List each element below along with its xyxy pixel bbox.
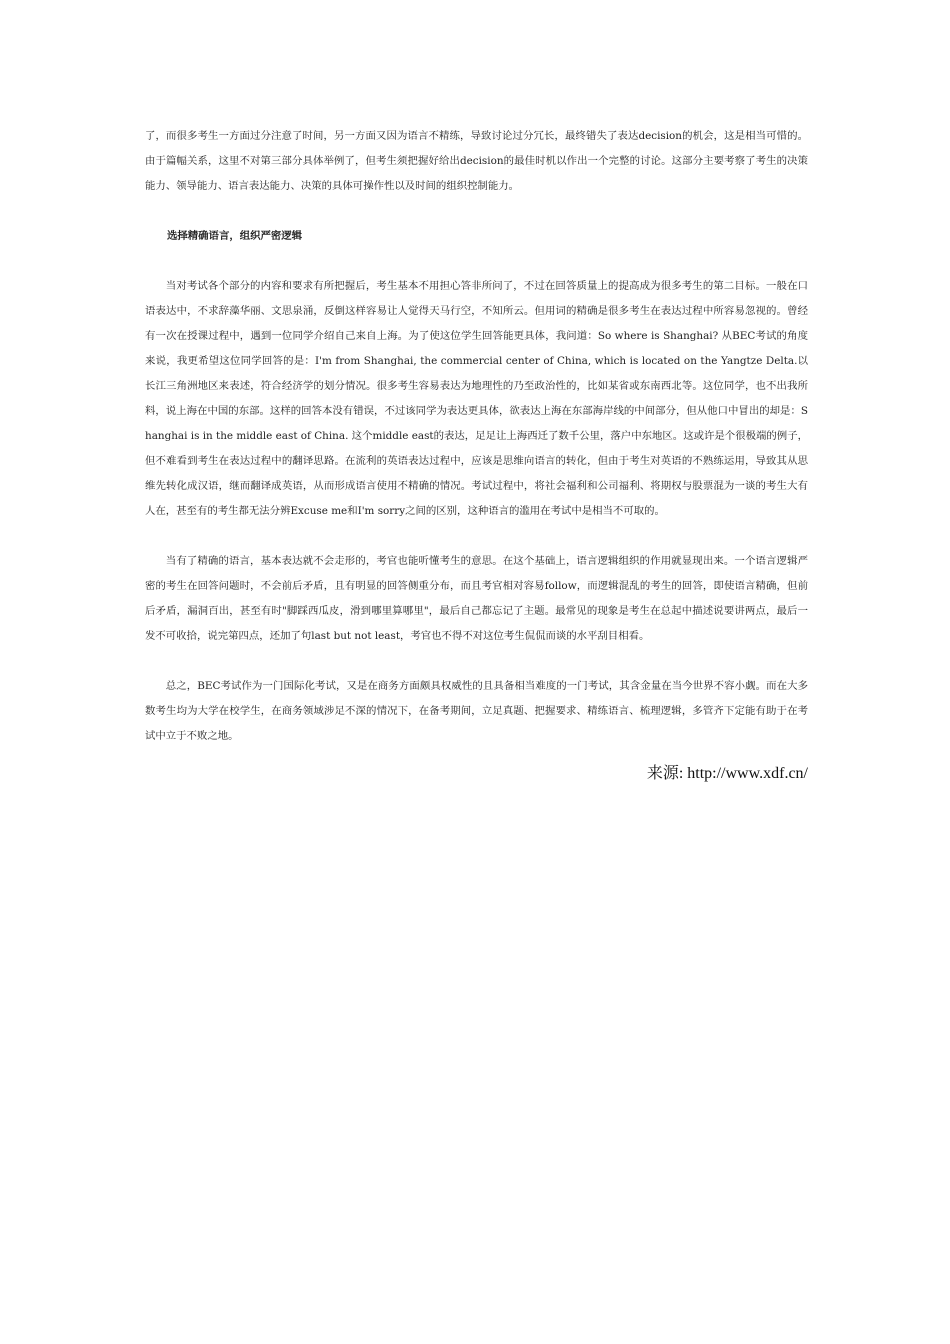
paragraph-continuation: 了，而很多考生一方面过分注意了时间，另一方面又因为语言不精练，导致讨论过分冗长，最终错失了表达decision的机会，这是相当可惜的。由于篇幅关系，这里不对第三部分具体举例了，但考生须把握好给出decision的最佳时机以作出一个完整的讨论。这部分主要考察了考生的决策能力、领导能力、语言表达能力、决策的具体可操作性以及时间的组织控制能力。: [145, 130, 808, 192]
document-page: [145, 124, 808, 785]
source-link[interactable]: 来源: http://www.xdf.cn/: [646, 765, 808, 782]
paragraph-conclusion: 总之，BEC考试作为一门国际化考试，又是在商务方面颇具权威性的且具备相当难度的一门考试，其含金量在当今世界不容小觑。而在大多数考生均为大学在校学生，在商务领域涉足不深的情况下，在备考期间，立足真题、把握要求、精练语言、梳理逻辑，多管齐下定能有助于在考试中立于不败之地。: [145, 680, 808, 742]
paragraph-precise-language: 当对考试各个部分的内容和要求有所把握后，考生基本不用担心答非所问了，不过在回答质量上的提高成为很多考生的第二目标。一般在口语表达中，不求辞藻华丽、文思泉涌，反倒这样容易让人觉得天马行空，不知所云。但用词的精确是很多考生在表达过程中所容易忽视的。曾经有一次在授课过程中，遇到一位同学介绍自己来自上海。为了使这位学生回答能更具体，我问道：So where is Shanghai? 从BEC考试的角度来说，我更希望这位同学回答的是：I'm from Shanghai, the commercial center of China, which is located on the Yangtze Delta.以长江三角洲地区来表述，符合经济学的划分情况。很多考生容易表达为地理性的乃至政治性的，比如某省或东南西北等。这位同学，也不出我所料，说上海在中国的东部。这样的回答本没有错误，不过该同学为表达更具体，欲表达上海在东部海岸线的中间部分，但从他口中冒出的却是：Shanghai is in the middle east of China. 这个middle east的表达，足足让上海西迁了数千公里，落户中东地区。这或许是个很极端的例子，但不难看到考生在表达过程中的翻译思路。在流利的英语表达过程中，应该是思维向语言的转化，但由于考生对英语的不熟练运用，导致其从思维先转化成汉语，继而翻译成英语，从而形成语言使用不精确的情况。考试过程中，将社会福利和公司福利、将期权与股票混为一谈的考生大有人在，甚至有的考生都无法分辨Excuse me和I'm sorry之间的区别，这种语言的滥用在考试中是相当不可取的。: [145, 280, 808, 517]
section-heading: 选择精确语言，组织严密逻辑: [167, 230, 303, 242]
paragraph-logic: 当有了精确的语言，基本表达就不会走形的，考官也能听懂考生的意思。在这个基础上，语言逻辑组织的作用就显现出来。一个语言逻辑严密的考生在回答问题时，不会前后矛盾，且有明显的回答侧重分布，而且考官相对容易follow，而逻辑混乱的考生的回答，即使语言精确，但前后矛盾，漏洞百出，甚至有时"脚踩西瓜皮，滑到哪里算哪里"，最后自己都忘记了主题。最常见的现象是考生在总起中描述说要讲两点，最后一发不可收拾，说完第四点，还加了句last but not least，考官也不得不对这位考生侃侃而谈的水平刮目相看。: [145, 555, 808, 642]
